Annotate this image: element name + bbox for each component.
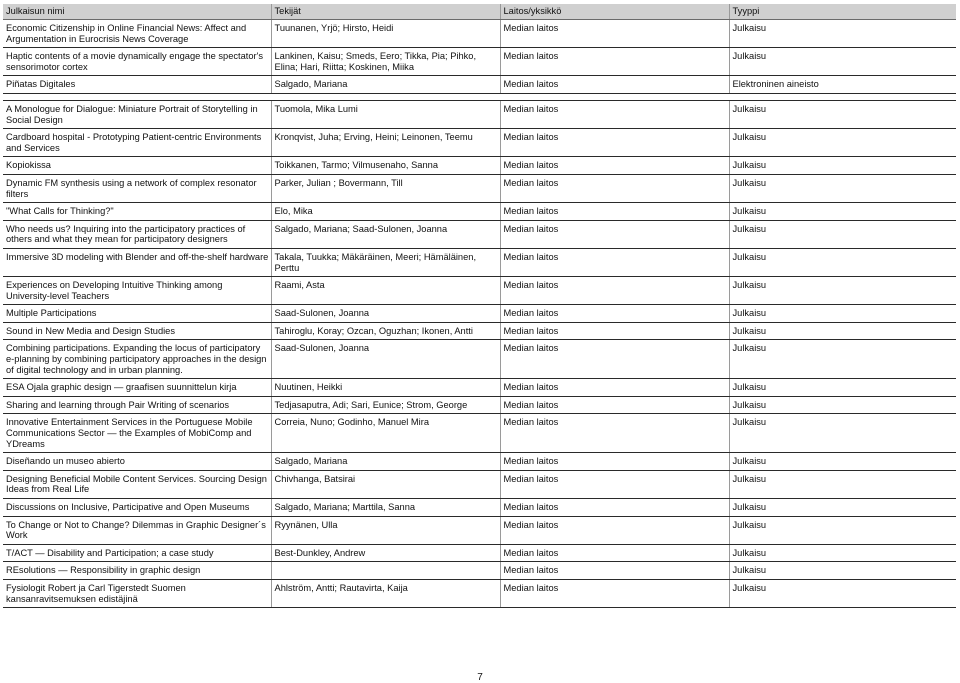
- publication-type: Julkaisu: [729, 544, 956, 562]
- column-header-title: Julkaisun nimi: [3, 4, 271, 20]
- publication-type: Julkaisu: [729, 396, 956, 414]
- publication-authors: Salgado, Mariana: [271, 453, 500, 471]
- publication-authors: Parker, Julian ; Bovermann, Till: [271, 174, 500, 202]
- table-row: [3, 248, 956, 276]
- publication-type: Julkaisu: [729, 379, 956, 397]
- column-header-unit: Laitos/yksikkö: [500, 4, 729, 20]
- publication-unit: Median laitos: [500, 516, 729, 544]
- table-row: [3, 277, 956, 305]
- publication-unit: Median laitos: [500, 129, 729, 157]
- publication-authors: Saad-Sulonen, Joanna: [271, 305, 500, 323]
- table-row: [3, 48, 956, 76]
- publication-unit: Median laitos: [500, 340, 729, 379]
- publication-title: Experiences on Developing Intuitive Thinking among University-level Teachers: [3, 277, 271, 305]
- publication-type: Julkaisu: [729, 203, 956, 221]
- table-body: [3, 20, 956, 608]
- table-header-row: [3, 4, 956, 20]
- publication-title: To Change or Not to Change? Dilemmas in Graphic Designer´s Work: [3, 516, 271, 544]
- publication-unit: Median laitos: [500, 414, 729, 453]
- publication-title: Diseñando un museo abierto: [3, 453, 271, 471]
- publication-unit: Median laitos: [500, 76, 729, 94]
- table-row: [3, 499, 956, 517]
- publication-title: Cardboard hospital - Prototyping Patient-centric Environments and Services: [3, 129, 271, 157]
- publication-title: Designing Beneficial Mobile Content Services. Sourcing Design Ideas from Real Life: [3, 470, 271, 498]
- publication-authors: Ryynänen, Ulla: [271, 516, 500, 544]
- publication-unit: Median laitos: [500, 20, 729, 48]
- publication-authors: [271, 562, 500, 580]
- publication-title: Kopiokissa: [3, 157, 271, 175]
- publication-type: Julkaisu: [729, 174, 956, 202]
- publication-authors: Takala, Tuukka; Mäkäräinen, Meeri; Hämäläinen, Perttu: [271, 248, 500, 276]
- publication-title: Piñatas Digitales: [3, 76, 271, 94]
- publication-authors: Chivhanga, Batsirai: [271, 470, 500, 498]
- publication-title: Multiple Participations: [3, 305, 271, 323]
- publication-title: A Monologue for Dialogue: Miniature Portrait of Storytelling in Social Design: [3, 100, 271, 128]
- publication-type: Julkaisu: [729, 516, 956, 544]
- publication-type: Julkaisu: [729, 579, 956, 607]
- publication-type: Julkaisu: [729, 499, 956, 517]
- publication-authors: Tuomola, Mika Lumi: [271, 100, 500, 128]
- publication-authors: Tahiroglu, Koray; Ozcan, Oguzhan; Ikonen, Antti: [271, 322, 500, 340]
- table-row: [3, 220, 956, 248]
- publication-title: Who needs us? Inquiring into the participatory practices of others and what they mean for participatory designers: [3, 220, 271, 248]
- publication-unit: Median laitos: [500, 203, 729, 221]
- publication-unit: Median laitos: [500, 220, 729, 248]
- publication-unit: Median laitos: [500, 379, 729, 397]
- publication-title: Immersive 3D modeling with Blender and off-the-shelf hardware: [3, 248, 271, 276]
- publication-authors: Correia, Nuno; Godinho, Manuel Mira: [271, 414, 500, 453]
- publication-type: Julkaisu: [729, 129, 956, 157]
- publication-unit: Median laitos: [500, 157, 729, 175]
- publication-title: Dynamic FM synthesis using a network of complex resonator filters: [3, 174, 271, 202]
- table-row: [3, 203, 956, 221]
- publication-authors: Nuutinen, Heikki: [271, 379, 500, 397]
- publication-authors: Toikkanen, Tarmo; Vilmusenaho, Sanna: [271, 157, 500, 175]
- publication-title: Fysiologit Robert ja Carl Tigerstedt Suomen kansanravitsemuksen edistäjinä: [3, 579, 271, 607]
- publication-title: Combining participations. Expanding the locus of participatory e-planning by combining participatory approaches in the design of digital technology and in urban planning.: [3, 340, 271, 379]
- publication-authors: Best-Dunkley, Andrew: [271, 544, 500, 562]
- group-separator: [3, 93, 956, 100]
- publication-type: Julkaisu: [729, 305, 956, 323]
- publication-authors: Tuunanen, Yrjö; Hirsto, Heidi: [271, 20, 500, 48]
- publications-table: [3, 4, 956, 608]
- table-row: [3, 396, 956, 414]
- table-row: [3, 453, 956, 471]
- publication-unit: Median laitos: [500, 579, 729, 607]
- table-row: [3, 562, 956, 580]
- publication-title: Economic Citizenship in Online Financial News: Affect and Argumentation in Eurocrisis News Coverage: [3, 20, 271, 48]
- document-page: [3, 4, 956, 608]
- publication-authors: Salgado, Mariana; Marttila, Sanna: [271, 499, 500, 517]
- publication-type: Julkaisu: [729, 220, 956, 248]
- publication-title: Discussions on Inclusive, Participative and Open Museums: [3, 499, 271, 517]
- table-row: [3, 100, 956, 128]
- table-row: [3, 305, 956, 323]
- table-row: [3, 157, 956, 175]
- table-row: [3, 470, 956, 498]
- table-row: [3, 322, 956, 340]
- table-row: [3, 20, 956, 48]
- table-row: [3, 76, 956, 94]
- publication-type: Julkaisu: [729, 453, 956, 471]
- table-row: [3, 129, 956, 157]
- publication-title: "What Calls for Thinking?": [3, 203, 271, 221]
- publication-type: Julkaisu: [729, 100, 956, 128]
- publication-authors: Lankinen, Kaisu; Smeds, Eero; Tikka, Pia; Pihko, Elina; Hari, Riitta; Koskinen, Miika: [271, 48, 500, 76]
- publication-authors: Kronqvist, Juha; Erving, Heini; Leinonen, Teemu: [271, 129, 500, 157]
- publication-title: REsolutions — Responsibility in graphic design: [3, 562, 271, 580]
- publication-authors: Ahlström, Antti; Rautavirta, Kaija: [271, 579, 500, 607]
- publication-type: Julkaisu: [729, 322, 956, 340]
- table-row: [3, 340, 956, 379]
- publication-type: Julkaisu: [729, 20, 956, 48]
- table-row: [3, 544, 956, 562]
- publication-unit: Median laitos: [500, 100, 729, 128]
- publication-title: Innovative Entertainment Services in the Portuguese Mobile Communications Sector — the Examples of MobiComp and YDreams: [3, 414, 271, 453]
- publication-unit: Median laitos: [500, 544, 729, 562]
- publication-type: Julkaisu: [729, 414, 956, 453]
- table-row: [3, 414, 956, 453]
- publication-type: Julkaisu: [729, 48, 956, 76]
- publication-unit: Median laitos: [500, 248, 729, 276]
- table-row: [3, 379, 956, 397]
- publication-title: ESA Ojala graphic design — graafisen suunnittelun kirja: [3, 379, 271, 397]
- publication-unit: Median laitos: [500, 305, 729, 323]
- publication-unit: Median laitos: [500, 322, 729, 340]
- publication-type: Julkaisu: [729, 248, 956, 276]
- publication-title: T/ACT — Disability and Participation; a case study: [3, 544, 271, 562]
- publication-authors: Raami, Asta: [271, 277, 500, 305]
- page-number: 7: [477, 672, 483, 683]
- publication-authors: Salgado, Mariana: [271, 76, 500, 94]
- publication-unit: Median laitos: [500, 174, 729, 202]
- publication-type: Julkaisu: [729, 470, 956, 498]
- publication-unit: Median laitos: [500, 453, 729, 471]
- publication-title: Sharing and learning through Pair Writing of scenarios: [3, 396, 271, 414]
- table-row: [3, 174, 956, 202]
- publication-type: Elektroninen aineisto: [729, 76, 956, 94]
- publication-unit: Median laitos: [500, 562, 729, 580]
- publication-title: Sound in New Media and Design Studies: [3, 322, 271, 340]
- publication-unit: Median laitos: [500, 277, 729, 305]
- publication-authors: Tedjasaputra, Adi; Sari, Eunice; Strom, George: [271, 396, 500, 414]
- publication-authors: Elo, Mika: [271, 203, 500, 221]
- publication-authors: Salgado, Mariana; Saad-Sulonen, Joanna: [271, 220, 500, 248]
- table-row: [3, 579, 956, 607]
- publication-unit: Median laitos: [500, 396, 729, 414]
- publication-unit: Median laitos: [500, 499, 729, 517]
- publication-unit: Median laitos: [500, 48, 729, 76]
- publication-type: Julkaisu: [729, 340, 956, 379]
- column-header-authors: Tekijät: [271, 4, 500, 20]
- publication-type: Julkaisu: [729, 277, 956, 305]
- publication-unit: Median laitos: [500, 470, 729, 498]
- publication-title: Haptic contents of a movie dynamically engage the spectator's sensorimotor cortex: [3, 48, 271, 76]
- group-separator-cell: [3, 93, 956, 100]
- column-header-type: Tyyppi: [729, 4, 956, 20]
- publication-authors: Saad-Sulonen, Joanna: [271, 340, 500, 379]
- publication-type: Julkaisu: [729, 157, 956, 175]
- publication-type: Julkaisu: [729, 562, 956, 580]
- table-row: [3, 516, 956, 544]
